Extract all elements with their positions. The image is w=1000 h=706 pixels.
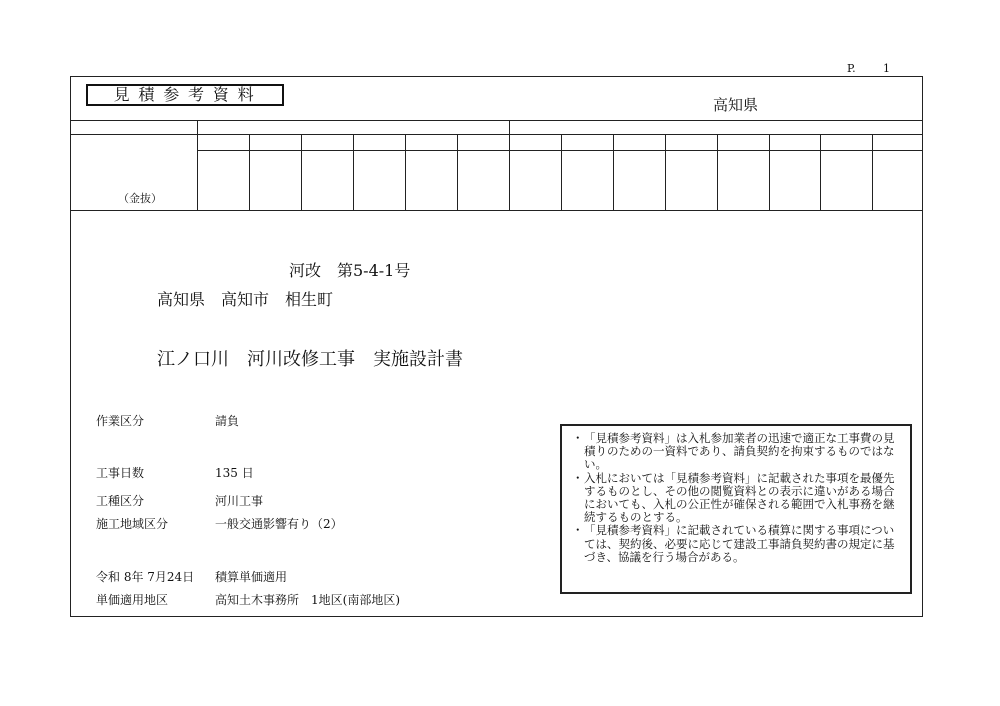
notice-item	[572, 524, 900, 564]
detail-value: 高知土木事務所 1地区(南部地区)	[215, 593, 400, 607]
notice-bullet: ・	[572, 470, 584, 485]
notice-text: 「見積参考資料」に記載されている積算に関する事項については、契約後、必要に応じて建設工事請負契約書の規定に基づき、協議を行う場合がある。	[584, 523, 895, 564]
document-title: 見積参考資料	[86, 84, 284, 106]
detail-value: 河川工事	[215, 494, 264, 508]
detail-label: 単価適用地区	[96, 593, 169, 607]
detail-label: 作業区分	[96, 414, 145, 428]
detail-label: 施工地域区分	[96, 517, 169, 531]
notice-box	[560, 424, 912, 594]
prefecture-label: 高知県	[713, 96, 759, 114]
detail-value: 一般交通影響有り（2）	[215, 517, 343, 531]
detail-value: 135 日	[215, 466, 254, 480]
detail-label: 工種区分	[96, 494, 145, 508]
page-number: 1	[883, 62, 890, 75]
detail-label: 令和 8年 7月24日	[96, 570, 195, 584]
detail-value: 積算単価適用	[215, 570, 288, 584]
notice-text: 入札においては「見積参考資料」に記載された事項を最優先するものとし、その他の閲覧資料との表示に違いがある場合においても、入札の公正性が確保される範囲で入札事務を継続するものとする。	[584, 470, 895, 525]
page-number-label: P.	[847, 62, 856, 75]
detail-label: 工事日数	[96, 466, 145, 480]
amount-label: （金抜）	[118, 192, 162, 205]
project-location: 高知県 高知市 相生町	[157, 290, 334, 309]
notice-item	[572, 432, 900, 472]
notice-bullet: ・	[572, 431, 584, 445]
notice-bullet: ・	[572, 523, 584, 538]
detail-value: 請負	[215, 414, 240, 428]
project-name: 江ノ口川 河川改修工事 実施設計書	[157, 349, 463, 370]
project-code: 河改 第5-4-1号	[289, 261, 411, 280]
notice-text: 「見積参考資料」は入札参加業者の迅速で適正な工事費の見積りのための一資料であり、請負契約を拘束するものではない。	[584, 431, 895, 472]
notice-item	[572, 472, 900, 525]
